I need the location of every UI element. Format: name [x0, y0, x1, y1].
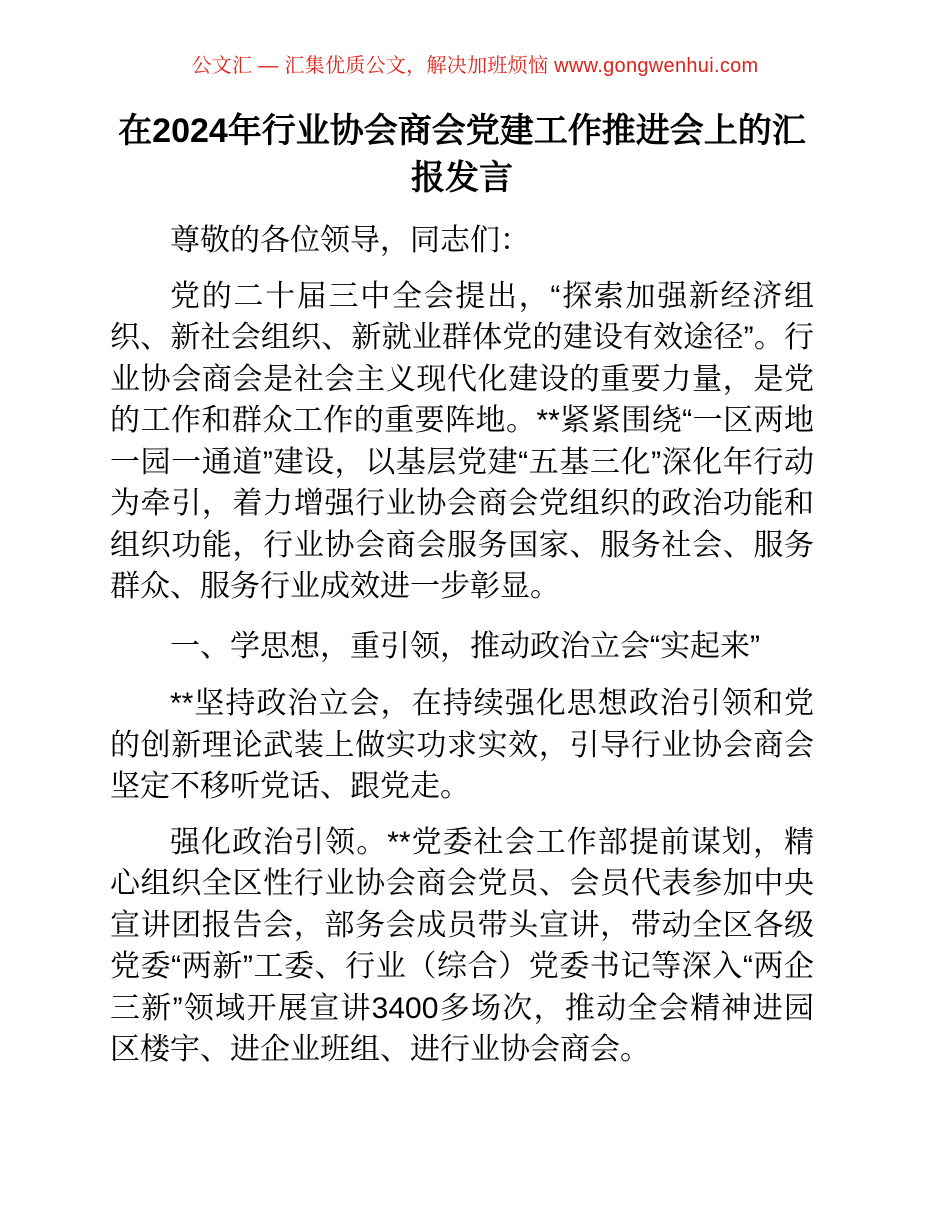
page-title: 在2024年行业协会商会党建工作推进会上的汇报发言 — [118, 112, 806, 197]
salutation-line: 尊敬的各位领导，同志们： — [170, 224, 530, 257]
document-body — [110, 108, 814, 1085]
page-watermark-header: 公文汇 — 汇集优质公文，解决加班烦恼 www.gongwenhui.com — [191, 55, 759, 77]
paragraph-1-2: 强化政治引领。**党委社会工作部提前谋划，精心组织全区性行业协会商会党员、会员代表参加中央宣讲团报告会，部务会成员带头宣讲，带动全区各级党委“两新”工委、行业（综合）党委书记等深入“两企三新”领域开展宣讲3400多场次，推动全会精神进园区楼宇、进企业班组、进行业协会商会。 — [110, 825, 814, 1066]
paragraph-intro: 党的二十届三中全会提出，“探索加强新经济组织、新社会组织、新就业群体党的建设有效途径”。行业协会商会是社会主义现代化建设的重要力量，是党的工作和群众工作的重要阵地。**紧紧围绕“一区两地一园一通道”建设，以基层党建“五基三化”深化年行动为牵引，着力增强行业协会商会党组织的政治功能和组织功能，行业协会商会服务国家、服务社会、服务群众、服务行业成效进一步彰显。 — [110, 279, 814, 603]
section-heading-1: 一、学思想，重引领，推动政治立会“实起来” — [170, 629, 760, 663]
paragraph-1-1: **坚持政治立会，在持续强化思想政治引领和党的创新理论武装上做实功求实效，引导行业协会商会坚定不移听党话、跟党走。 — [110, 687, 814, 803]
